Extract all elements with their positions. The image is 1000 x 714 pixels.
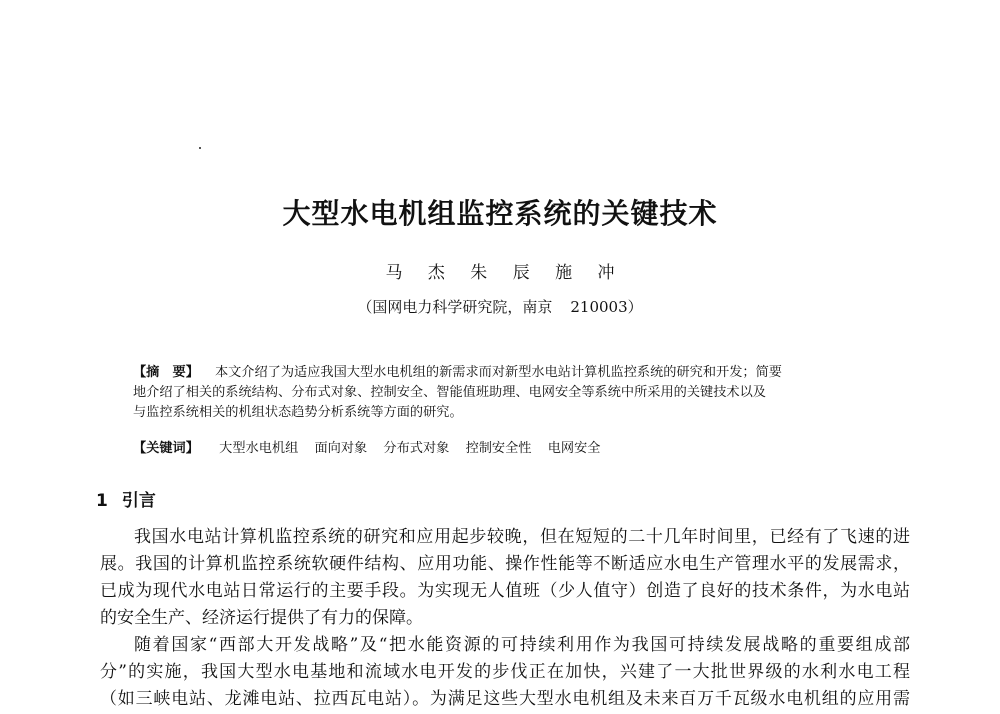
affiliation-institution: （国网电力科学研究院，南京 <box>357 298 553 316</box>
keyword: 电网安全 <box>547 441 601 456</box>
body-line: 分”的实施，我国大型水电基地和流域水电开发的步伐正在加快，兴建了一大批世界级的水利水电工程 <box>100 662 910 682</box>
author-list <box>0 258 1000 283</box>
affiliation-postal-code: 210003） <box>570 298 643 316</box>
keyword: 面向对象 <box>314 441 368 456</box>
abstract-text: 本文介绍了为适应我国大型水电机组的新需求而对新型水电站计算机监控系统的研究和开发；简要 <box>214 365 782 380</box>
body-line: 的安全生产、经济运行提供了有力的保障。 <box>100 608 423 628</box>
keyword: 控制安全性 <box>465 441 532 456</box>
abstract-line <box>133 363 868 383</box>
section-number: 1 <box>96 491 108 511</box>
body-line: 展。我国的计算机监控系统软硬件结构、应用功能、操作性能等不断适应水电生产管理水平的发展需求， <box>100 554 910 574</box>
body-line: 我国水电站计算机监控系统的研究和应用起步较晚，但在短短的二十几年时间里，已经有了飞速的进 <box>134 527 910 547</box>
keywords-label: 【关键词】 <box>133 441 199 456</box>
body-line: 已成为现代水电站日常运行的主要手段。为实现无人值班（少人值守）创造了良好的技术条件，为水电站 <box>100 581 910 601</box>
affiliation <box>0 296 1000 317</box>
author-char: 朱 <box>470 263 488 283</box>
body-line: （如三峡电站、龙滩电站、拉西瓦电站）。为满足这些大型水电机组及未来百万千瓦级水电机组的应用需 <box>100 689 910 709</box>
keywords <box>133 437 868 456</box>
keyword: 分布式对象 <box>383 441 450 456</box>
abstract <box>133 363 868 423</box>
body-line: 随着国家“西部大开发战略”及“把水能资源的可持续利用作为我国可持续发展战略的重要组成部 <box>134 635 910 655</box>
author-char: 杰 <box>427 263 445 283</box>
author-char: 冲 <box>597 263 615 283</box>
author-char: 辰 <box>512 263 530 283</box>
paper-title: 大型水电机组监控系统的关键技术 <box>282 197 718 230</box>
author-char: 施 <box>555 263 573 283</box>
section-heading <box>96 486 156 511</box>
author-char: 马 <box>385 263 403 283</box>
keyword: 大型水电机组 <box>219 441 299 456</box>
body-text <box>100 524 910 713</box>
abstract-line: 地介绍了相关的系统结构、分布式对象、控制安全、智能值班助理、电网安全等系统中所采用的关键技术以及 <box>133 385 766 400</box>
section-title: 引言 <box>121 491 156 511</box>
scan-speck <box>199 147 201 149</box>
abstract-line: 与监控系统相关的机组状态趋势分析系统等方面的研究。 <box>133 405 463 420</box>
abstract-label: 【摘 要】 <box>133 365 199 380</box>
